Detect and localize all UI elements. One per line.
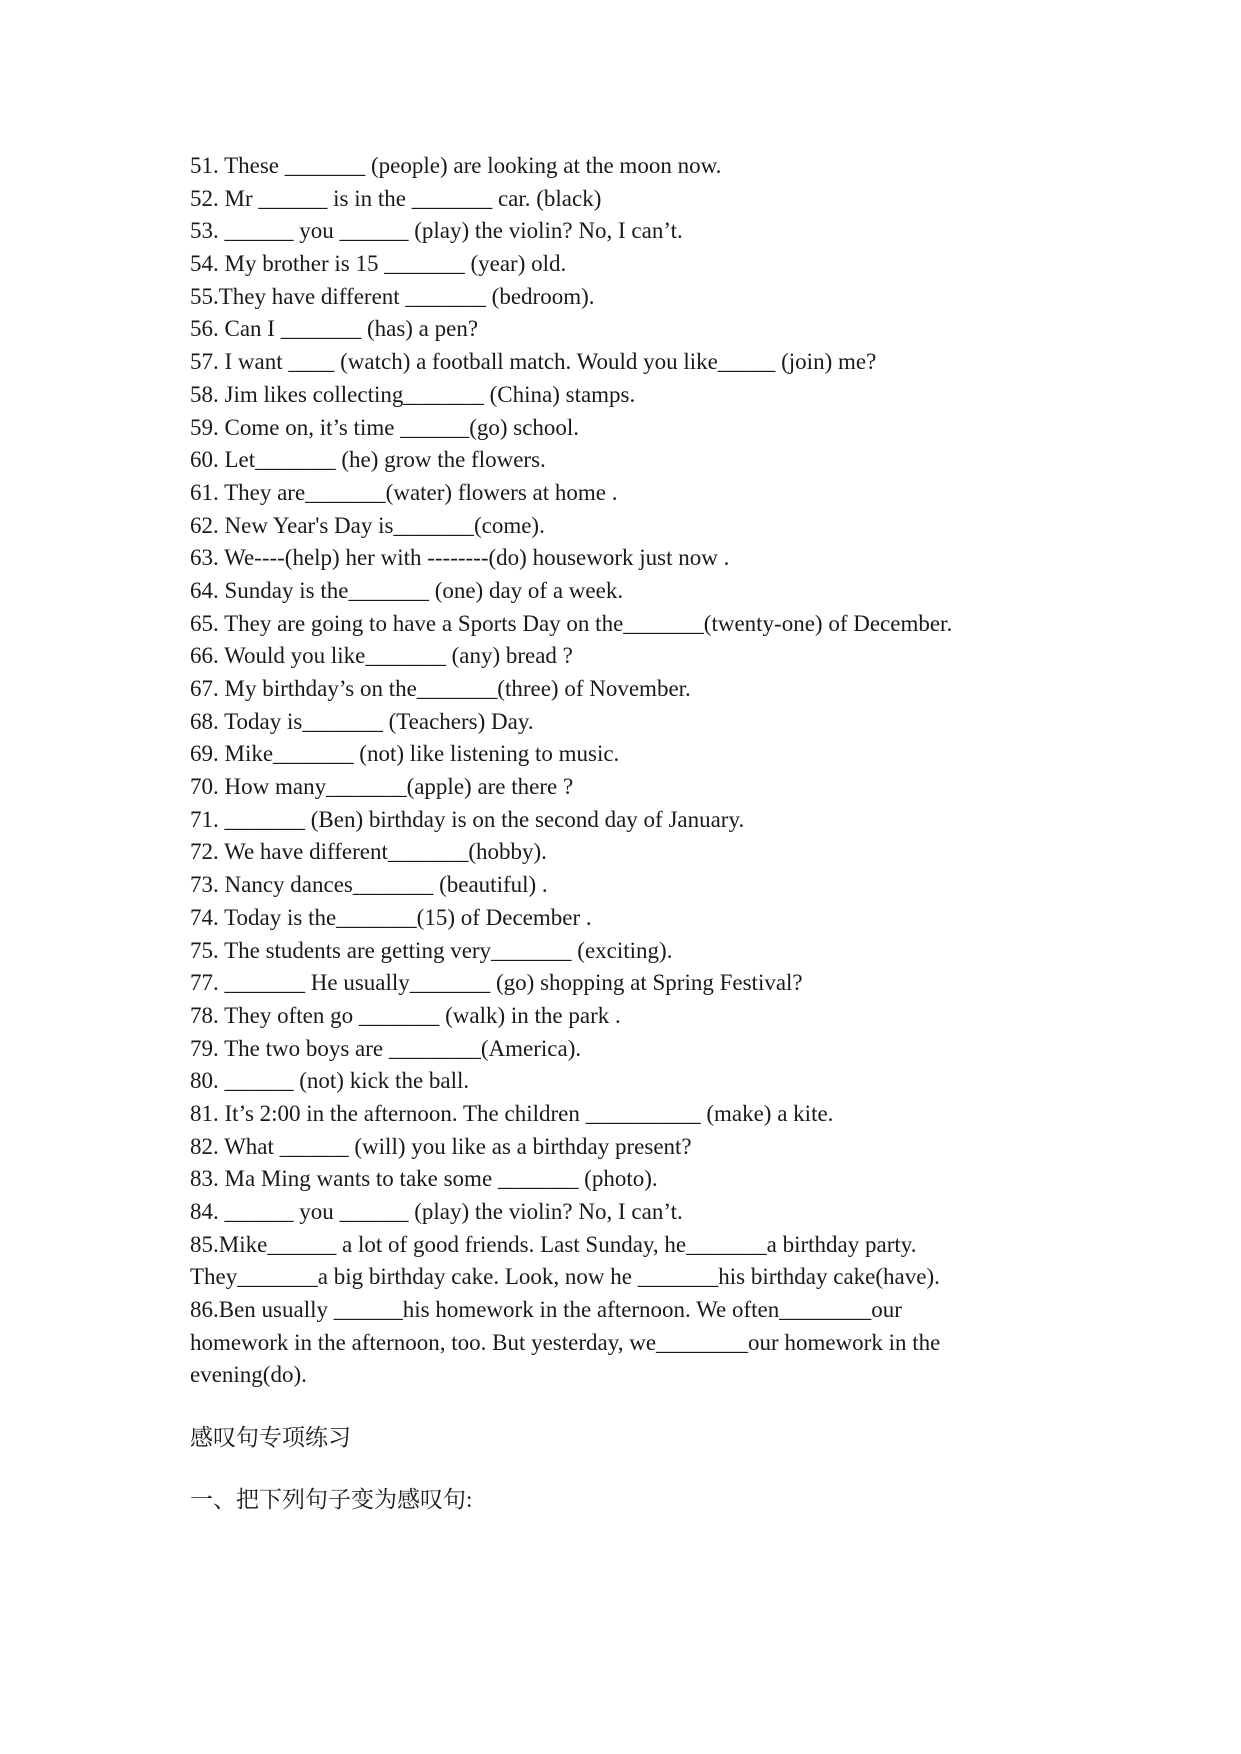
question-85-line-1: 85.Mike______ a lot of good friends. Last Sunday, he_______a birthday party. <box>190 1231 917 1257</box>
question-84: 84. ______ you ______ (play) the violin? No, I can’t. <box>190 1199 683 1224</box>
question-74: 74. Today is the_______(15) of December . <box>190 904 592 930</box>
question-63: 63. We----(help) her with --------(do) housework just now . <box>190 545 730 571</box>
question-75: 75. The students are getting very_______ (exciting). <box>190 937 673 963</box>
question-62: 62. New Year's Day is_______(come). <box>190 512 545 538</box>
section-title: 感叹句专项练习 <box>190 1425 351 1451</box>
question-list <box>190 150 1060 1392</box>
question-61: 61. They are_______(water) flowers at home . <box>190 479 618 505</box>
question-71: 71. _______ (Ben) birthday is on the second day of January. <box>190 806 745 832</box>
question-70: 70. How many_______(apple) are there ? <box>190 774 574 800</box>
question-86-line-2: homework in the afternoon, too. But yesterday, we________our homework in the <box>190 1329 941 1355</box>
question-59: 59. Come on, it’s time ______(go) school. <box>190 414 580 440</box>
subsection-title: 一、把下列句子变为感叹句: <box>190 1487 473 1513</box>
question-65: 65. They are going to have a Sports Day on the_______(twenty-one) of December. <box>190 610 953 636</box>
question-81: 81. It’s 2:00 in the afternoon. The children __________ (make) a kite. <box>190 1100 834 1126</box>
question-60: 60. Let_______ (he) grow the flowers. <box>190 447 546 473</box>
question-72: 72. We have different_______(hobby). <box>190 839 547 865</box>
question-80: 80. ______ (not) kick the ball. <box>190 1068 470 1094</box>
worksheet-page <box>190 150 1060 1516</box>
question-56: 56. Can I _______ (has) a pen? <box>190 316 479 342</box>
question-51: 51. These _______ (people) are looking at the moon now. <box>190 153 722 178</box>
question-68: 68. Today is_______ (Teachers) Day. <box>190 708 534 734</box>
question-67: 67. My birthday’s on the_______(three) of November. <box>190 676 691 701</box>
question-86-line-1: 86.Ben usually ______his homework in the afternoon. We often________our <box>190 1297 902 1323</box>
question-83: 83. Ma Ming wants to take some _______ (photo). <box>190 1166 658 1192</box>
question-86 <box>190 1294 1060 1392</box>
question-86-line-3: evening(do). <box>190 1362 307 1388</box>
question-57: 57. I want ____ (watch) a football match. Would you like_____ (join) me? <box>190 349 877 375</box>
question-52: 52. Mr ______ is in the _______ car. (black) <box>190 185 602 211</box>
question-78: 78. They often go _______ (walk) in the park . <box>190 1002 621 1028</box>
question-55: 55.They have different _______ (bedroom). <box>190 283 595 309</box>
question-58: 58. Jim likes collecting_______ (China) stamps. <box>190 381 636 407</box>
question-82: 82. What ______ (will) you like as a birthday present? <box>190 1133 692 1159</box>
question-66: 66. Would you like_______ (any) bread ? <box>190 643 573 669</box>
question-69: 69. Mike_______ (not) like listening to music. <box>190 741 620 767</box>
question-73: 73. Nancy dances_______ (beautiful) . <box>190 872 548 898</box>
question-79: 79. The two boys are ________(America). <box>190 1035 582 1061</box>
question-54: 54. My brother is 15 _______ (year) old. <box>190 251 567 277</box>
question-53: 53. ______ you ______ (play) the violin? No, I can’t. <box>190 218 683 244</box>
question-77: 77. _______ He usually_______ (go) shopping at Spring Festival? <box>190 970 803 996</box>
question-85-line-2: They_______a big birthday cake. Look, now he _______his birthday cake(have). <box>190 1264 940 1290</box>
question-64: 64. Sunday is the_______ (one) day of a week. <box>190 577 624 603</box>
question-85 <box>190 1229 1060 1294</box>
